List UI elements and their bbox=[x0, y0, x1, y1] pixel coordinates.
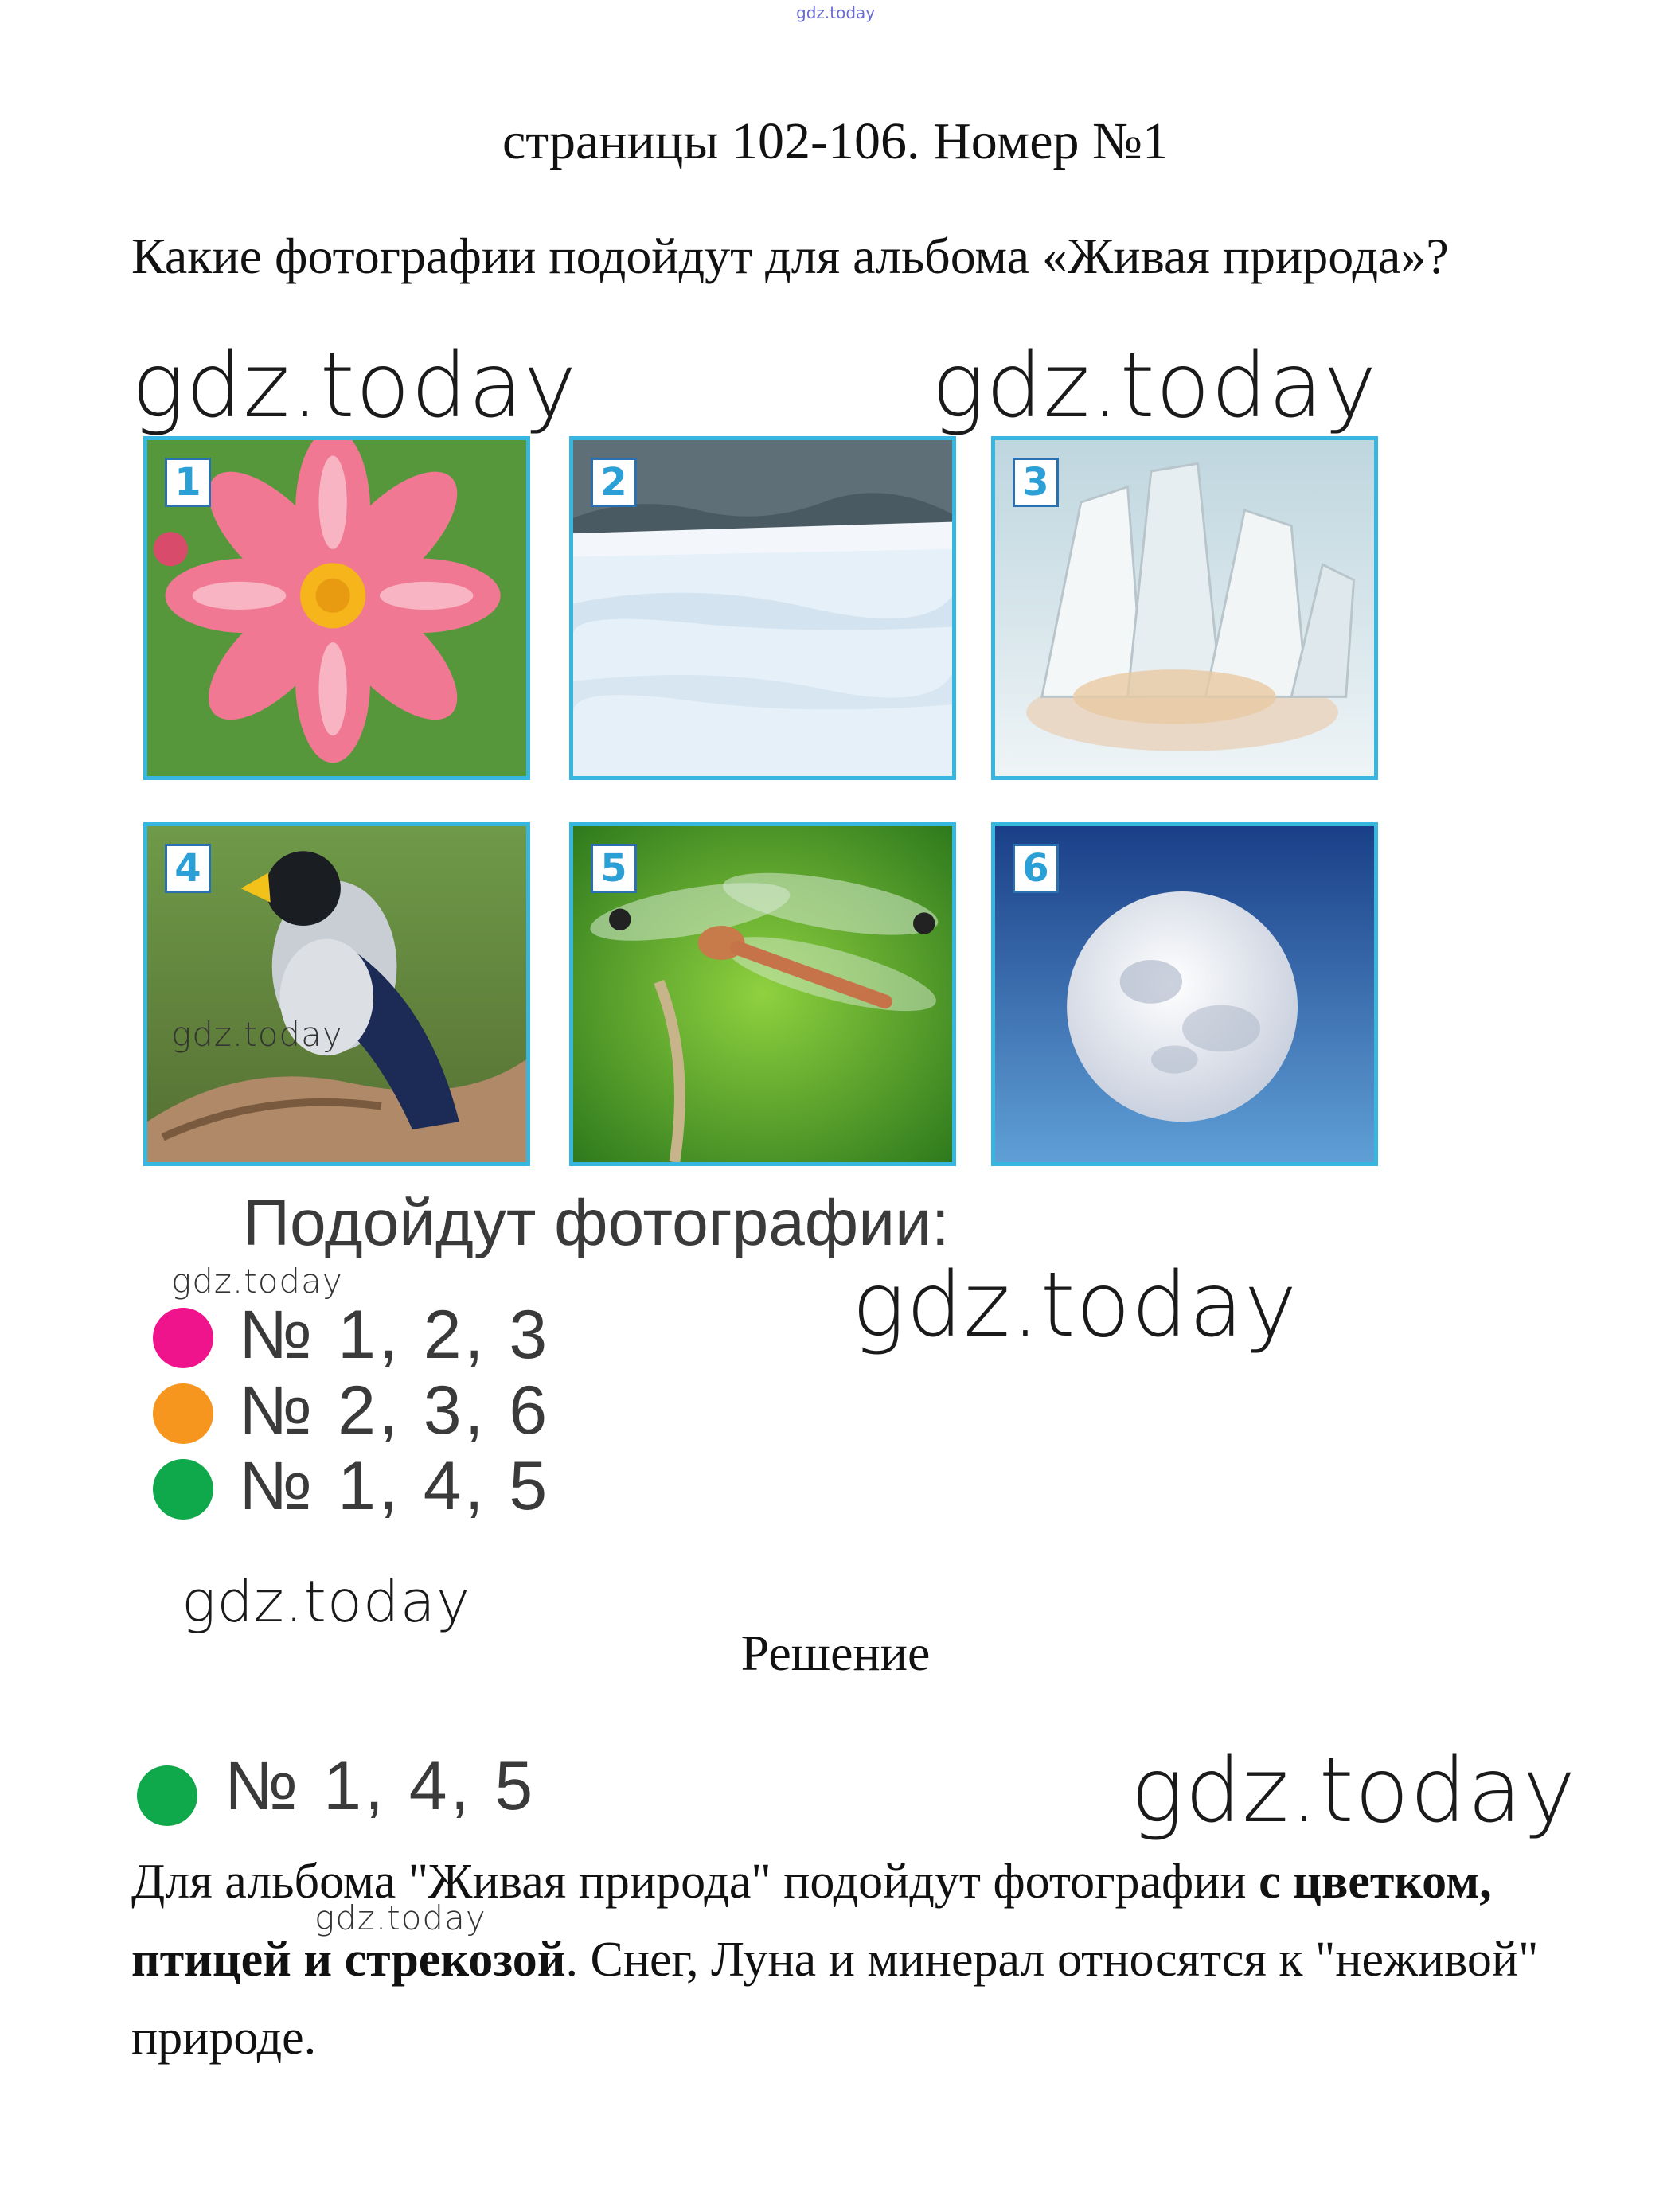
watermark-top: gdz.today bbox=[796, 3, 876, 22]
answer-explanation bbox=[131, 1843, 1564, 2077]
photo-number: 2 bbox=[591, 458, 637, 507]
option-dot-green[interactable] bbox=[153, 1459, 213, 1520]
question-text: Какие фотографии подойдут для альбома «Живая природа»? bbox=[131, 228, 1449, 284]
photo-bird bbox=[143, 822, 530, 1166]
watermark: gdz.today bbox=[171, 1015, 343, 1054]
photo-number: 6 bbox=[1013, 844, 1059, 893]
solution-heading: Решение bbox=[740, 1625, 931, 1681]
watermark: gdz.today bbox=[1130, 1739, 1577, 1843]
option-dot-pink[interactable] bbox=[153, 1308, 213, 1368]
answer-label: № 1, 4, 5 bbox=[224, 1748, 537, 1824]
option-dot-orange[interactable] bbox=[153, 1383, 213, 1444]
answer-text-bold: с цветком, птицей и стрекозой bbox=[131, 1855, 1492, 1987]
watermark: gdz.today bbox=[931, 334, 1378, 438]
photo-moon bbox=[991, 822, 1378, 1166]
watermark: gdz.today bbox=[182, 1568, 471, 1635]
option-label-1: № 1, 2, 3 bbox=[239, 1297, 551, 1373]
photo-dragonfly bbox=[569, 822, 956, 1166]
answer-text-part2: . Снег, Луна и минерал относятся к "неживой" природе. bbox=[131, 1933, 1539, 2065]
photo-number: 5 bbox=[591, 844, 637, 893]
answer-dot-green bbox=[137, 1765, 197, 1826]
watermark: gdz.today bbox=[314, 1898, 486, 1937]
option-label-3: № 1, 4, 5 bbox=[239, 1448, 551, 1524]
option-label-2: № 2, 3, 6 bbox=[239, 1372, 551, 1449]
watermark: gdz.today bbox=[171, 1262, 343, 1301]
options-title: Подойдут фотографии: bbox=[243, 1187, 950, 1259]
photo-crystal bbox=[991, 436, 1378, 780]
watermark: gdz.today bbox=[852, 1254, 1298, 1357]
photo-number: 1 bbox=[165, 458, 211, 507]
photo-number: 4 bbox=[165, 844, 211, 893]
photo-number: 3 bbox=[1013, 458, 1059, 507]
photo-flower bbox=[143, 436, 530, 780]
watermark: gdz.today bbox=[131, 334, 578, 438]
page-title: страницы 102-106. Номер №1 bbox=[502, 112, 1169, 170]
photo-snow bbox=[569, 436, 956, 780]
answer-text-part1: Для альбома "Живая природа" подойдут фотографии bbox=[131, 1855, 1259, 1909]
